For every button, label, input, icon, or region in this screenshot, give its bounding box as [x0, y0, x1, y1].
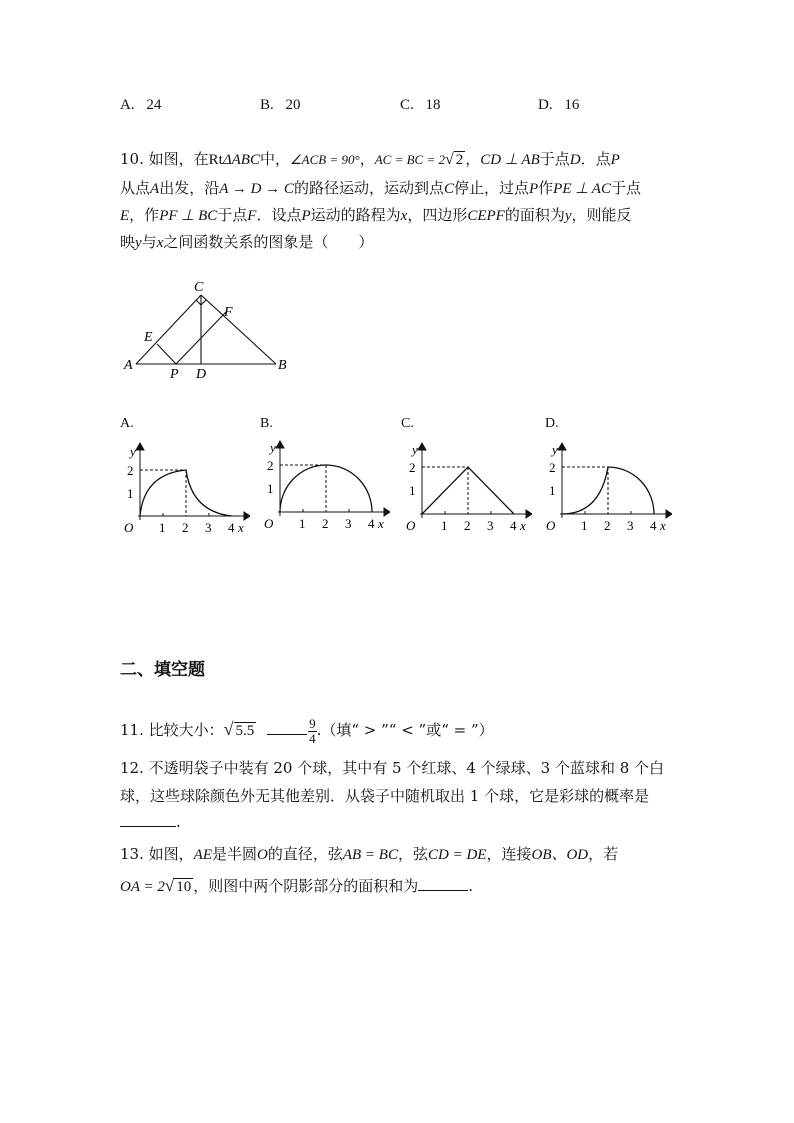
- question-number: 11.: [120, 721, 144, 739]
- point-label: P: [610, 152, 620, 168]
- y-tick-1: 1: [127, 486, 134, 501]
- segment-bc: [201, 295, 276, 364]
- x-arrow: [244, 512, 250, 520]
- graph-c-key: C.: [401, 416, 414, 431]
- sqrt-5-5: √ 5.5: [223, 719, 255, 739]
- q11-line: [120, 712, 494, 748]
- q10-triangle: ΔABC: [222, 152, 260, 168]
- label-f: F: [224, 305, 233, 320]
- q10-text: 的面积为: [504, 206, 565, 224]
- x-tick-4: 4: [510, 518, 517, 533]
- y-arrow: [136, 443, 144, 450]
- q10-text: ．设点: [256, 206, 302, 224]
- q10-cdab: CD ⊥ AB: [480, 152, 540, 168]
- answer-blank[interactable]: [418, 874, 468, 891]
- q11-text: .（填“ > ”“ < ”或“ = ”）: [316, 721, 494, 739]
- point-label: P: [301, 208, 311, 224]
- q10-text: 停止，过点: [453, 179, 529, 197]
- fraction-9-4: [308, 717, 317, 746]
- q13-text: ，若: [588, 845, 619, 863]
- y-label: y: [552, 442, 558, 457]
- segment-ae: AE: [193, 847, 212, 863]
- q10-pfbc: PF ⊥ BC: [159, 208, 218, 224]
- x-tick-4: 4: [228, 520, 235, 535]
- q13-period: .: [468, 877, 473, 895]
- option-value: 20: [285, 97, 301, 113]
- point-label: E: [120, 208, 130, 224]
- x-tick-2: 2: [182, 520, 189, 535]
- q10-text: ，: [465, 150, 481, 168]
- option-key: C.: [400, 97, 414, 113]
- y-label: y: [270, 440, 276, 455]
- q10-text: ，四边形: [407, 206, 468, 224]
- variable-x: x: [400, 208, 408, 224]
- point-label: P: [528, 181, 539, 197]
- label-b: B: [278, 358, 287, 373]
- q13-line-1: [120, 840, 618, 869]
- q10-line-2: [120, 174, 641, 203]
- q13-line-2: [120, 872, 473, 901]
- question-number: 10.: [120, 150, 144, 168]
- x-tick-2: 2: [322, 516, 329, 531]
- x-arrow: [526, 510, 532, 518]
- q12-period: .: [176, 813, 181, 831]
- q9-option-d: [538, 97, 579, 114]
- q10-line-1: [120, 145, 620, 174]
- q10-text: ，则能反: [571, 206, 632, 224]
- q13-text: ，则图中两个阴影部分的面积和为: [193, 877, 419, 895]
- graph-d-key: D.: [545, 416, 559, 431]
- numerator: 9: [309, 715, 316, 731]
- q10-text: 于点: [610, 179, 641, 197]
- q12-line-3: [120, 808, 181, 836]
- oa-value: OA = 2: [120, 879, 165, 895]
- q10-text: ．点: [580, 150, 611, 168]
- label-p: P: [170, 367, 179, 380]
- y-label: y: [130, 444, 136, 459]
- x-tick-2: 2: [464, 518, 471, 533]
- segments-ob-od: OB、OD: [531, 847, 589, 863]
- segment-pe: [157, 344, 176, 364]
- q10-text: 之间函数关系的图象是（ ）: [163, 233, 374, 251]
- x-tick-1: 1: [581, 518, 588, 533]
- q10-text: ，作: [129, 206, 160, 224]
- origin: O: [264, 516, 274, 531]
- x-tick-1: 1: [159, 520, 166, 535]
- q13-text: 如图，: [148, 845, 194, 863]
- y-tick-1: 1: [409, 483, 416, 498]
- option-value: 24: [146, 97, 162, 113]
- radicand: 2: [455, 152, 464, 168]
- origin: O: [406, 518, 416, 533]
- q12-line-2: 球，这些球除颜色外无其他差别．从袋子中随机取出 1 个球，它是彩球的概率是: [120, 787, 650, 805]
- section-heading: 二、填空题: [120, 660, 205, 680]
- q10-path: A → D → C: [219, 181, 294, 197]
- q13-text: 的直径，弦: [267, 845, 343, 863]
- x-tick-2: 2: [604, 518, 611, 533]
- q9-option-c: [400, 97, 441, 114]
- q10-quad: CEPF: [467, 208, 505, 224]
- q11-text: 比较大小：: [148, 721, 224, 739]
- point-label: A: [150, 181, 160, 197]
- origin: O: [546, 518, 556, 533]
- q13-text: ，连接: [486, 845, 532, 863]
- x-tick-3: 3: [345, 516, 352, 531]
- point-label: F: [247, 208, 257, 224]
- x-tick-1: 1: [441, 518, 448, 533]
- answer-blank[interactable]: [267, 718, 307, 735]
- q10-line-3: [120, 201, 632, 230]
- sqrt-10: √ 10: [164, 876, 192, 895]
- y-arrow: [276, 441, 284, 448]
- option-value: 18: [425, 97, 441, 113]
- graph-a-key: A.: [120, 416, 134, 431]
- q10-text: 出发，沿: [159, 179, 220, 197]
- q10-text: 中，: [259, 150, 290, 168]
- q10-text: 与: [141, 233, 157, 251]
- label-e: E: [144, 330, 153, 345]
- x-tick-4: 4: [650, 518, 657, 533]
- label-d: D: [196, 367, 207, 380]
- q10-text: 的路径运动，运动到点: [293, 179, 444, 197]
- x-arrow: [384, 508, 390, 516]
- q9-option-a: [120, 97, 161, 114]
- graph-b-key: B.: [260, 416, 273, 431]
- y-tick-1: 1: [549, 483, 556, 498]
- point-o: O: [257, 847, 268, 863]
- point-label: C: [443, 181, 454, 197]
- denominator: 4: [309, 730, 316, 746]
- question-number: 13.: [120, 845, 144, 863]
- graph-b: [260, 438, 390, 534]
- y-tick-2: 2: [409, 460, 416, 475]
- option-key: B.: [260, 97, 274, 113]
- x-label: x: [520, 518, 526, 533]
- q10-text: 如图，在: [148, 150, 209, 168]
- q10-text: 映: [120, 233, 136, 251]
- sqrt-2: √ 2: [444, 151, 464, 168]
- q13-text: ，弦: [397, 845, 428, 863]
- chord-eq-2: CD = DE: [428, 847, 487, 863]
- x-tick-4: 4: [368, 516, 375, 531]
- q10-text: 作: [538, 179, 554, 197]
- y-tick-2: 2: [549, 460, 556, 475]
- q9-option-b: [260, 97, 301, 114]
- x-arrow: [666, 510, 672, 518]
- y-tick-2: 2: [127, 463, 134, 478]
- radicand: 5.5: [235, 723, 255, 739]
- option-value: 16: [564, 97, 580, 113]
- variable-y: y: [564, 208, 572, 224]
- y-tick-1: 1: [267, 481, 274, 496]
- y-label: y: [412, 442, 418, 457]
- origin: O: [124, 520, 134, 535]
- x-tick-3: 3: [627, 518, 634, 533]
- y-tick-2: 2: [267, 458, 274, 473]
- graph-c: [402, 440, 532, 536]
- q10-rt: Rt: [208, 152, 223, 168]
- q10-text: ，: [359, 150, 375, 168]
- x-tick-3: 3: [205, 520, 212, 535]
- graph-a: [120, 440, 250, 536]
- q10-text: 运动的路程为: [310, 206, 401, 224]
- q10-peac: PE ⊥ AC: [553, 181, 611, 197]
- option-key: A.: [120, 97, 135, 113]
- x-label: x: [660, 518, 666, 533]
- label-a: A: [124, 358, 133, 373]
- chord-eq-1: AB = BC: [342, 847, 398, 863]
- x-tick-3: 3: [487, 518, 494, 533]
- point-label: D: [569, 152, 581, 168]
- x-label: x: [378, 516, 384, 531]
- option-key: D.: [538, 97, 553, 113]
- label-c: C: [194, 280, 204, 295]
- q10-text: 于点: [539, 150, 570, 168]
- y-arrow: [558, 443, 566, 450]
- x-label: x: [238, 520, 244, 535]
- variable-x: x: [156, 235, 164, 251]
- q10-acbc: AC = BC = 2: [374, 152, 445, 167]
- q10-text: 于点: [217, 206, 248, 224]
- q10-angle: ∠ACB = 90°: [290, 152, 360, 167]
- q12-line-1: 12. 不透明袋子中装有 20 个球，其中有 5 个红球、4 个绿球、3 个蓝球和 8 个白: [120, 759, 665, 777]
- q13-text: 是半圆: [211, 845, 257, 863]
- q10-text: 从点: [120, 179, 151, 197]
- graph-d: [542, 440, 672, 536]
- answer-blank[interactable]: [120, 810, 176, 827]
- x-tick-1: 1: [299, 516, 306, 531]
- q10-line-4: [120, 228, 373, 257]
- triangle-figure: [118, 278, 298, 380]
- radicand: 10: [176, 879, 192, 895]
- y-arrow: [418, 443, 426, 450]
- variable-y: y: [135, 235, 142, 251]
